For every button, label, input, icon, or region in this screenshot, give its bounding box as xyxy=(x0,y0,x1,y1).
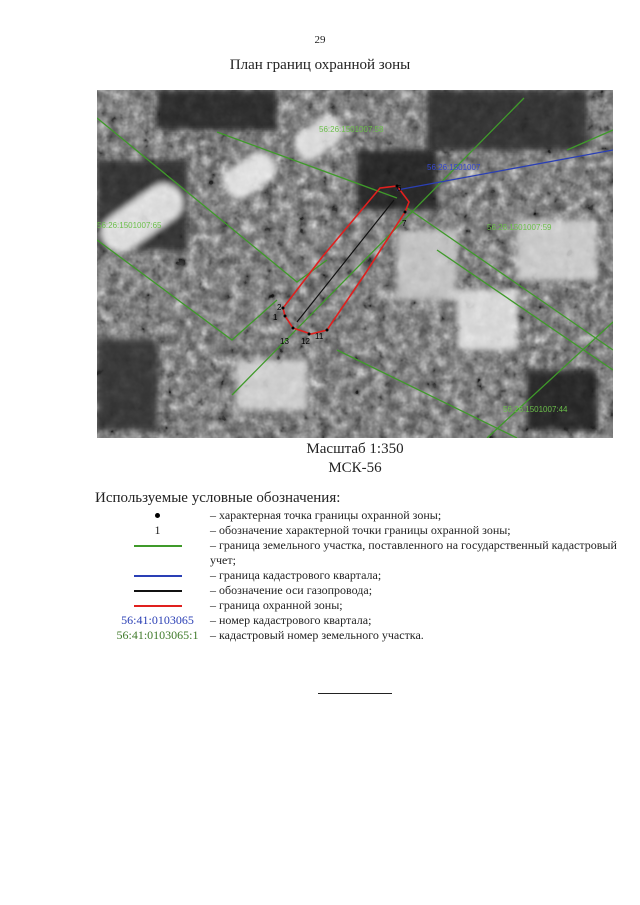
legend-item-point-number xyxy=(105,523,625,538)
legend-text: – кадастровый номер земельного участка. xyxy=(210,628,424,642)
legend-text: – номер кадастрового квартала; xyxy=(210,613,372,627)
legend-text: – обозначение характерной точки границы охранной зоны; xyxy=(210,523,511,537)
label-parcel-bottom: 56:26:1501007:44 xyxy=(503,405,568,414)
legend-item-gas-axis xyxy=(105,583,625,598)
legend-text: – обозначение оси газопровода; xyxy=(210,583,373,597)
legend-text: – граница кадастрового квартала; xyxy=(210,568,382,582)
scale-block xyxy=(0,440,640,478)
legend-item-quarter-boundary xyxy=(105,568,625,583)
legend-text: – граница земельного участка, поставленного на государственный кадастровый учет; xyxy=(210,538,617,567)
point-label-6: 6 xyxy=(397,184,402,193)
quarter-number-symbol: 56:41:0103065 xyxy=(121,613,194,627)
page-title: План границ охранной зоны xyxy=(229,57,411,73)
zone-point-11 xyxy=(326,329,329,332)
map-canvas xyxy=(97,90,613,438)
legend-item-point xyxy=(105,508,625,523)
zone-point-7 xyxy=(404,211,407,214)
coordinate-system: МСК-56 xyxy=(328,460,382,476)
legend-item-zone-boundary xyxy=(105,598,625,613)
point-label-7: 7 xyxy=(402,219,407,228)
map-scale: Масштаб 1:350 xyxy=(306,441,404,457)
point-label-11: 11 xyxy=(315,332,324,341)
black-line-icon xyxy=(134,590,182,592)
zone-point-13 xyxy=(292,327,295,330)
legend-text: – характерная точка границы охранной зоны; xyxy=(210,508,442,522)
page-number: 29 xyxy=(314,34,326,46)
zone-point-12 xyxy=(308,333,311,336)
legend-item-parcel-boundary xyxy=(105,538,625,568)
legend-item-quarter-number xyxy=(105,613,625,628)
point-label-2: 2 xyxy=(277,303,282,312)
green-line-icon xyxy=(134,545,182,547)
label-parcel-right: 56:26:1501007:59 xyxy=(487,223,552,232)
legend-title: Используемые условные обозначения: xyxy=(95,490,341,506)
bottom-divider xyxy=(318,693,392,694)
zone-point-2 xyxy=(282,307,285,310)
legend xyxy=(105,508,625,643)
label-parcel-left: 56:26:1501007:65 xyxy=(97,221,162,230)
legend-text: – граница охранной зоны; xyxy=(210,598,343,612)
zone-point-1 xyxy=(284,315,287,318)
blue-line-icon xyxy=(134,575,182,577)
point-dot-icon xyxy=(155,513,160,518)
parcel-number-symbol: 56:41:0103065:1 xyxy=(116,628,199,642)
point-label-13: 13 xyxy=(280,337,289,346)
point-label-12: 12 xyxy=(301,337,310,346)
point-number-symbol: 1 xyxy=(154,523,161,537)
label-quarter: 56:26:1501007 xyxy=(427,163,481,172)
label-parcel-top: 56:26:1501007:58 xyxy=(319,125,384,134)
red-line-icon xyxy=(134,605,182,607)
legend-item-parcel-number xyxy=(105,628,625,643)
aerial-map xyxy=(97,90,613,438)
point-label-1: 1 xyxy=(273,313,278,322)
